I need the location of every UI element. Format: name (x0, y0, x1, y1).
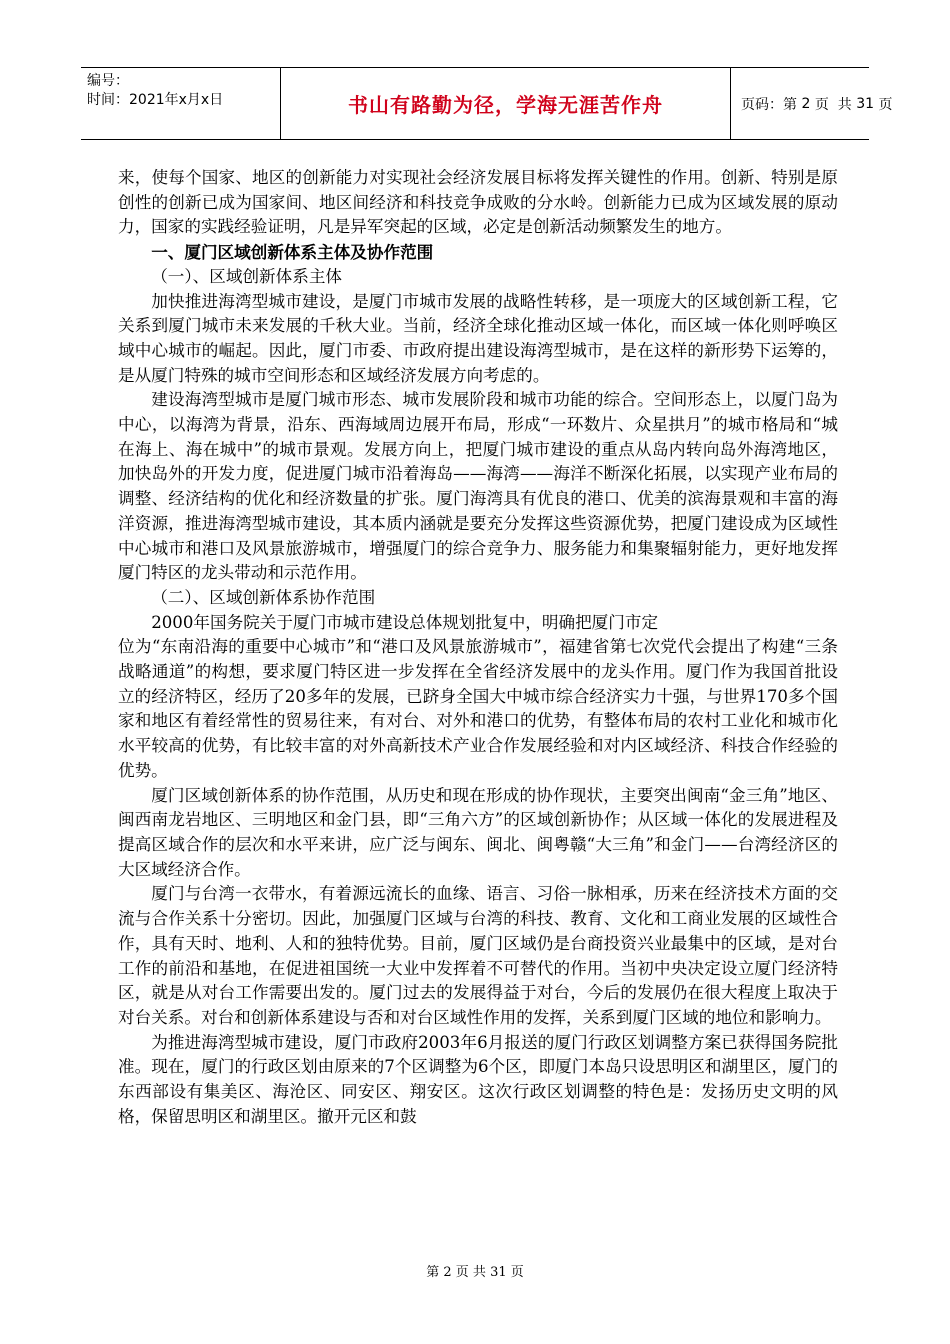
document-number-label: 编号： (87, 73, 129, 89)
page-prefix: 页码：第 (741, 96, 797, 113)
header-meta (81, 68, 281, 139)
paragraph: 位为“东南沿海的重要中心城市”和“港口及风景旅游城市”，福建省第七次党代会提出了构建“三条战略通道”的构想，要求厦门特区进一步发挥在全省经济发展中的龙头作用。厦门作为我国首批设立的经济特区，经历了20多年的发展，已跻身全国大中城市综合经济实力十强，与世界170多个国家和地区有着经常性的贸易往来，有对台、对外和港口的优势，有整体布局的农村工业化和城市化水平较高的优势，有比较丰富的对外高新技术产业合作发展经验和对内区域经济、科技合作经验的优势。 (118, 637, 838, 780)
paragraph: 2000年国务院关于厦门市城市建设总体规划批复中，明确把厦门市定 (151, 612, 659, 632)
footer-prefix: 第 (426, 1265, 440, 1280)
header-page-indicator (731, 68, 893, 139)
footer-total-pages: 31 (490, 1265, 507, 1280)
page-total: 31 (856, 95, 875, 112)
footer-current-page: 2 (443, 1265, 452, 1280)
paragraph: 厦门与台湾一衣带水，有着源远流长的血缘、语言、习俗一脉相承，历来在经济技术方面的交流与合作关系十分密切。因此，加强厦门区域与台湾的科技、教育、文化和工商业发展的区域性合作，具有天时、地利、人和的独特优势。目前，厦门区域仍是台商投资兴业最集中的区域，是对台工作的前沿和基地，在促进祖国统一大业中发挥着不可替代的作用。当初中央决定设立厦门经济特区，就是从对台工作需要出发的。厦门过去的发展得益于对台，今后的发展仍在很大程度上取决于对台关系。对台和创新体系建设与否和对台区域性作用的发挥，关系到厦门区域的地位和影响力。 (118, 884, 838, 1027)
page-suffix: 页 (878, 96, 893, 113)
paragraph: 为推进海湾型城市建设，厦门市政府2003年6月报送的厦门行政区划调整方案已获得国务院批准。现在，厦门的行政区划由原来的7个区调整为6个区，即厦门本岛只设思明区和湖里区，厦门的东西部设有集美区、海沧区、同安区、翔安区。这次行政区划调整的特色是：发扬历史文明的风格，保留思明区和湖里区。撤开元区和鼓 (118, 1032, 838, 1126)
document-date: 时间：2021年x月x日 (87, 92, 224, 108)
subsection-heading-2: （二）、区域创新体系协作范围 (151, 587, 376, 607)
document-body (118, 166, 838, 1129)
page-mid: 页 共 (814, 96, 852, 113)
subsection-heading-1: （一）、区域创新体系主体 (151, 266, 343, 286)
paragraph: 建设海湾型城市是厦门城市形态、城市发展阶段和城市功能的综合。空间形态上，以厦门岛为中心，以海湾为背景，沿东、西海域周边展开布局，形成“一环数片、众星拱月”的城市格局和“城在海上、海在城中”的城市景观。发展方向上，把厦门城市建设的重点从岛内转向岛外海湾地区，加快岛外的开发力度，促进厦门城市沿着海岛——海湾——海洋不断深化拓展，以实现产业布局的调整、经济结构的优化和经济数量的扩张。厦门海湾具有优良的港口、优美的滨海景观和丰富的海洋资源，推进海湾型城市建设，其本质内涵就是要充分发挥这些资源优势，把厦门建设成为区域性中心城市和港口及风景旅游城市，增强厦门的综合竞争力、服务能力和集聚辐射能力，更好地发挥厦门特区的龙头带动和示范作用。 (118, 390, 838, 583)
paragraph-intro-continued: 来，使每个国家、地区的创新能力对实现社会经济发展目标将发挥关键性的作用。创新、特别是原创性的创新已成为国家间、地区间经济和科技竞争成败的分水岭。创新能力已成为区域发展的原动力，国家的实践经验证明，凡是异军突起的区域，必定是创新活动频繁发生的地方。 (118, 168, 838, 237)
page-footer (0, 1261, 950, 1280)
paragraph: 加快推进海湾型城市建设，是厦门市城市发展的战略性转移，是一项庞大的区域创新工程，它关系到厦门城市未来发展的千秋大业。当前，经济全球化推动区域一体化，而区域一体化则呼唤区域中心城市的崛起。因此，厦门市委、市政府提出建设海湾型城市，是在这样的新形势下运筹的，是从厦门特殊的城市空间形态和区域经济发展方向考虑的。 (118, 291, 838, 385)
footer-suffix: 页 (510, 1265, 524, 1280)
section-heading: 一、厦门区域创新体系主体及协作范围 (151, 242, 434, 263)
page-current: 2 (801, 95, 811, 112)
paragraph: 厦门区域创新体系的协作范围，从历史和现在形成的协作现状，主要突出闽南“金三角”地区、闽西南龙岩地区、三明地区和金门县，即“三角六方”的区域创新协作；从区域一体化的发展进程及提高区域合作的层次和水平来讲，应广泛与闽东、闽北、闽粤赣“大三角”和金门——台湾经济区的大区域经济合作。 (118, 785, 838, 879)
header-motto: 书山有路勤为径，学海无涯苦作舟 (281, 68, 731, 139)
footer-mid: 页 共 (455, 1265, 486, 1280)
page-header (81, 67, 893, 140)
